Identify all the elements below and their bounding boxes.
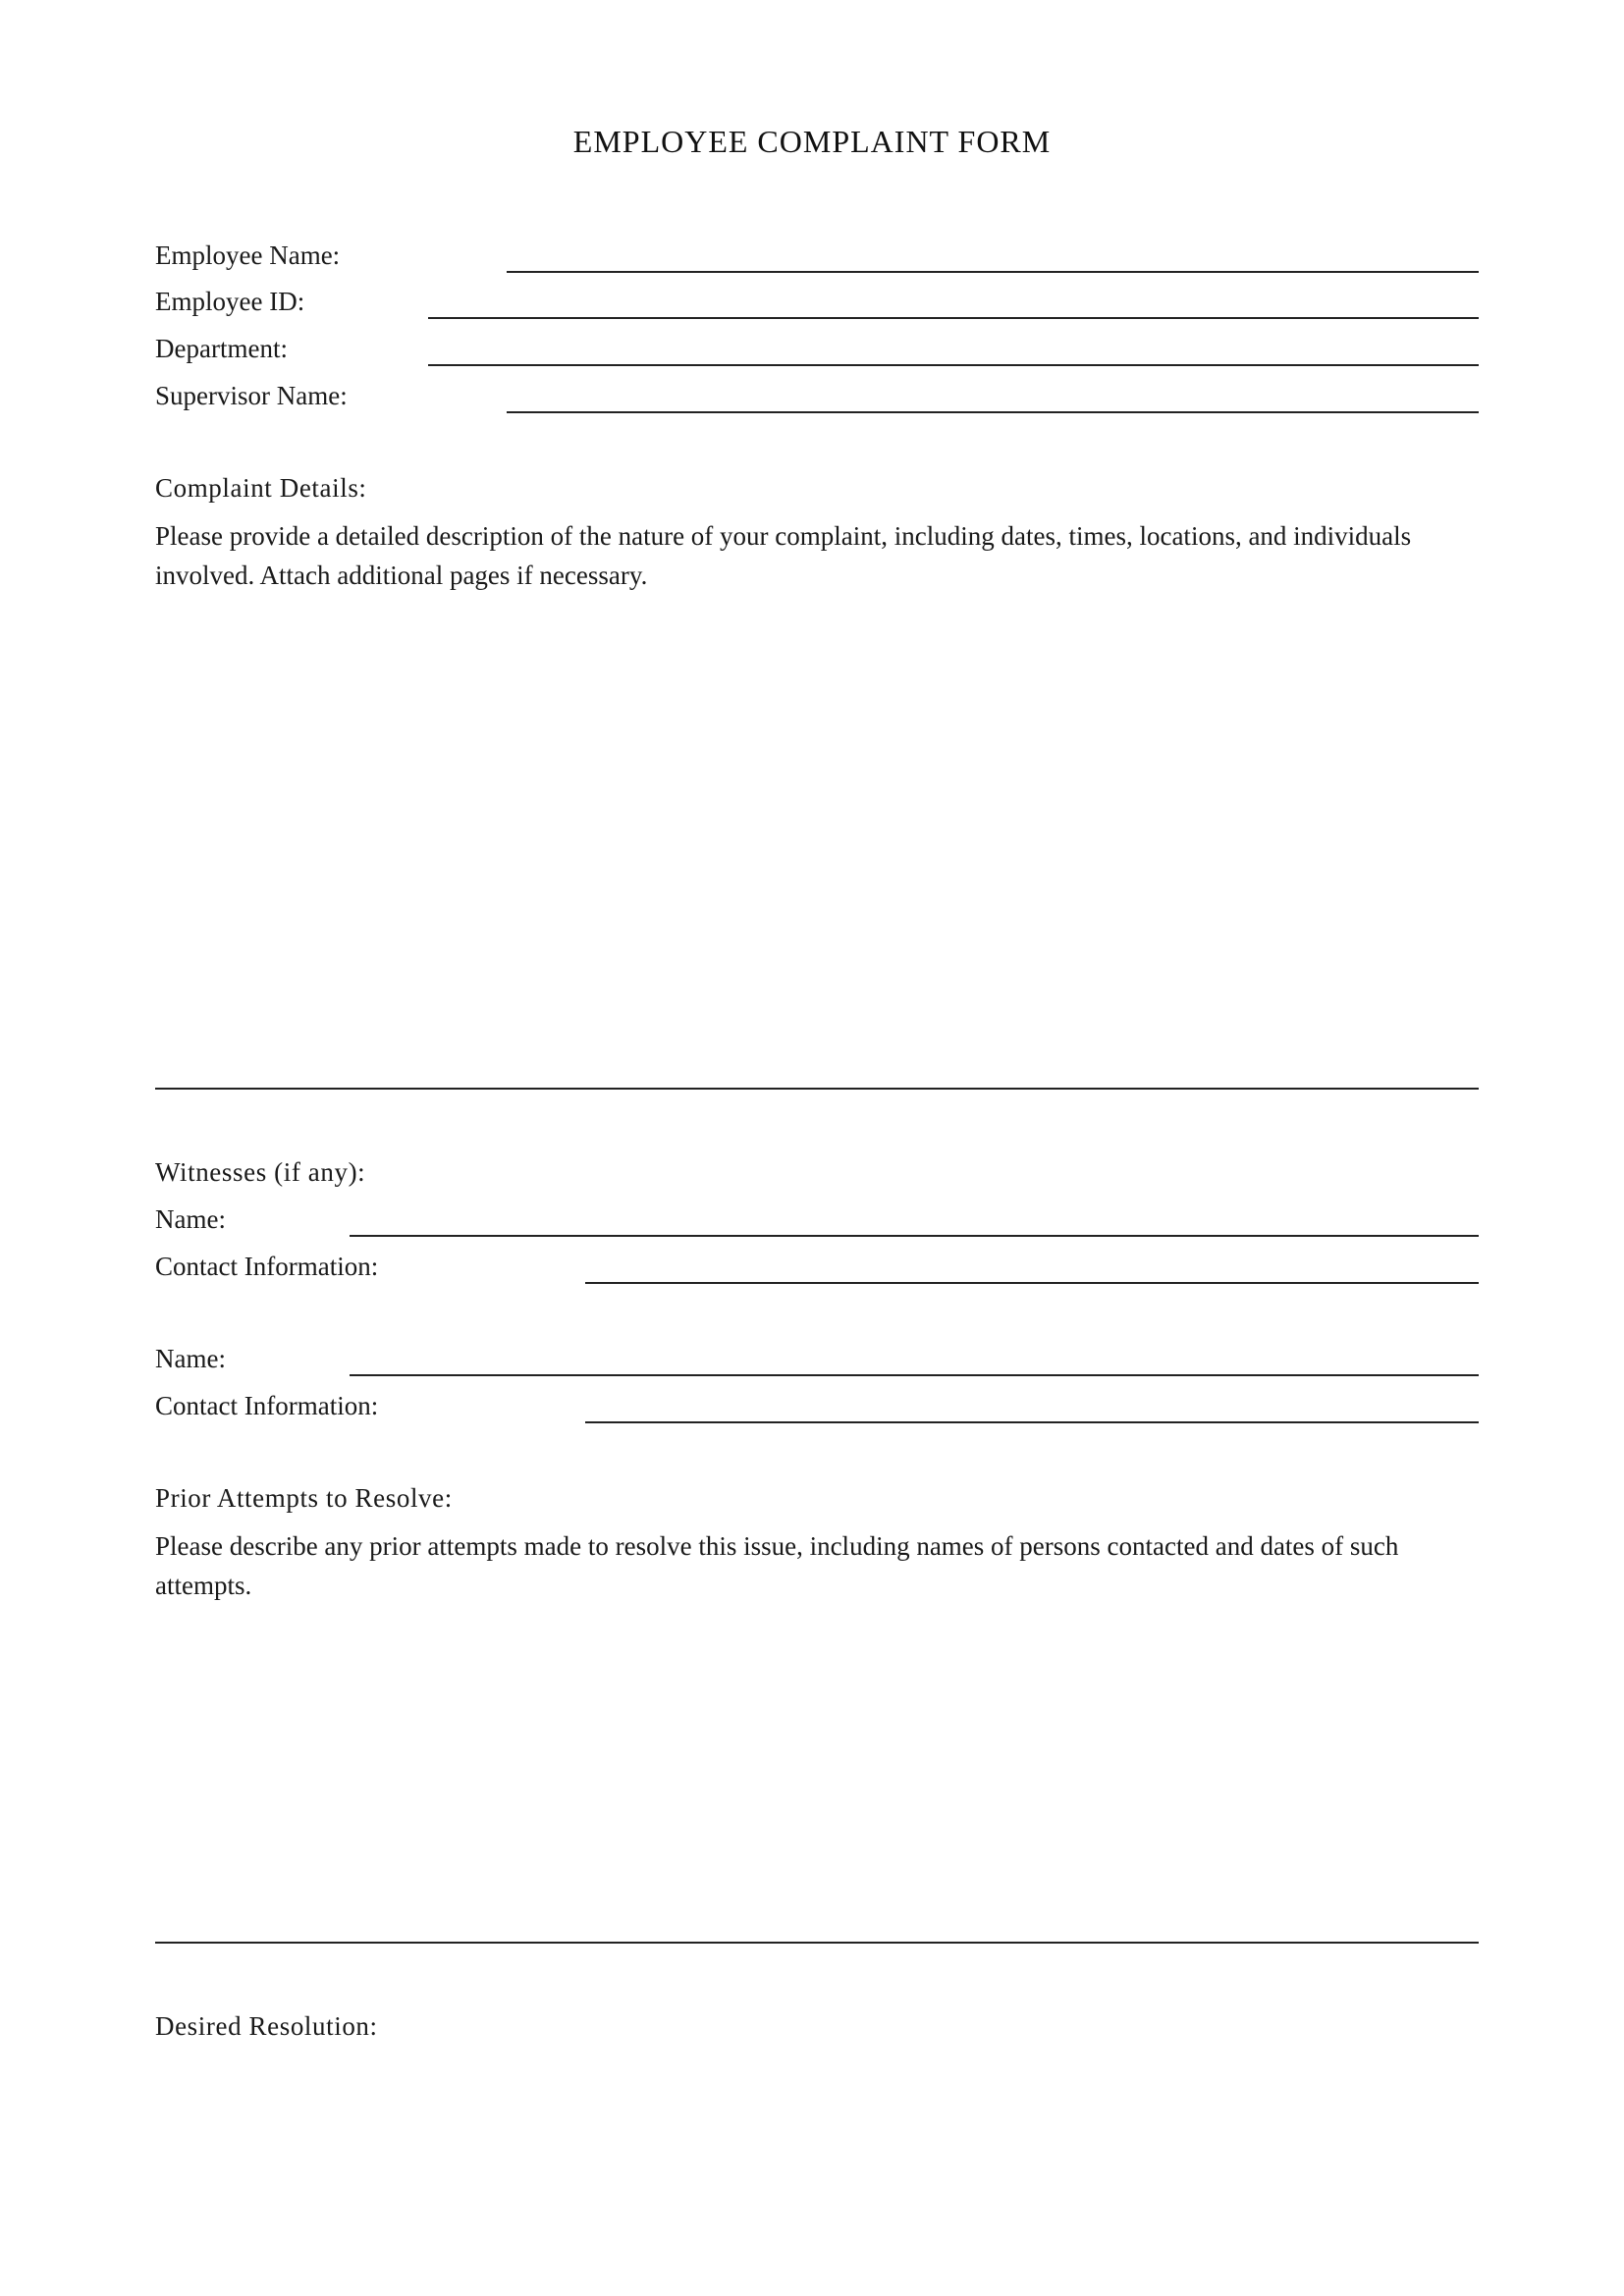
department-field[interactable] <box>428 364 1479 366</box>
desired-resolution-textarea[interactable] <box>155 2056 1483 2276</box>
prior-attempts-heading: Prior Attempts to Resolve: <box>155 1483 453 1513</box>
complaint-details-textarea[interactable] <box>155 609 1483 1084</box>
supervisor-name-field[interactable] <box>507 411 1479 413</box>
prior-attempts-instructions: Please describe any prior attempts made to resolve this issue, including names of persons contacted and dates of such attempts. <box>155 1531 1399 1600</box>
complaint-details-bottom-rule <box>155 1088 1479 1090</box>
witness-1-name-label: Name: <box>155 1204 226 1234</box>
supervisor-name-label: Supervisor Name: <box>155 381 348 410</box>
prior-attempts-textarea[interactable] <box>155 1620 1483 1938</box>
witness-1-contact-field[interactable] <box>585 1282 1479 1284</box>
witness-1-name-field[interactable] <box>350 1235 1479 1237</box>
witness-2-contact-label: Contact Information: <box>155 1391 379 1420</box>
witness-2-contact-field[interactable] <box>585 1421 1479 1423</box>
employee-id-label: Employee ID: <box>155 287 305 316</box>
complaint-details-heading: Complaint Details: <box>155 473 367 503</box>
employee-name-label: Employee Name: <box>155 240 341 270</box>
witnesses-heading: Witnesses (if any): <box>155 1157 366 1187</box>
prior-attempts-bottom-rule <box>155 1942 1479 1944</box>
employee-id-field[interactable] <box>428 317 1479 319</box>
witness-1-contact-label: Contact Information: <box>155 1252 379 1281</box>
department-label: Department: <box>155 334 288 363</box>
witness-2-name-field[interactable] <box>350 1374 1479 1376</box>
witness-2-name-label: Name: <box>155 1344 226 1373</box>
complaint-details-instructions: Please provide a detailed description of the nature of your complaint, including dates, times, locations, and individuals involved. Attach additional pages if necessary. <box>155 521 1412 590</box>
desired-resolution-heading: Desired Resolution: <box>155 2011 378 2041</box>
employee-name-field[interactable] <box>507 271 1479 273</box>
form-title: EMPLOYEE COMPLAINT FORM <box>572 124 1052 159</box>
